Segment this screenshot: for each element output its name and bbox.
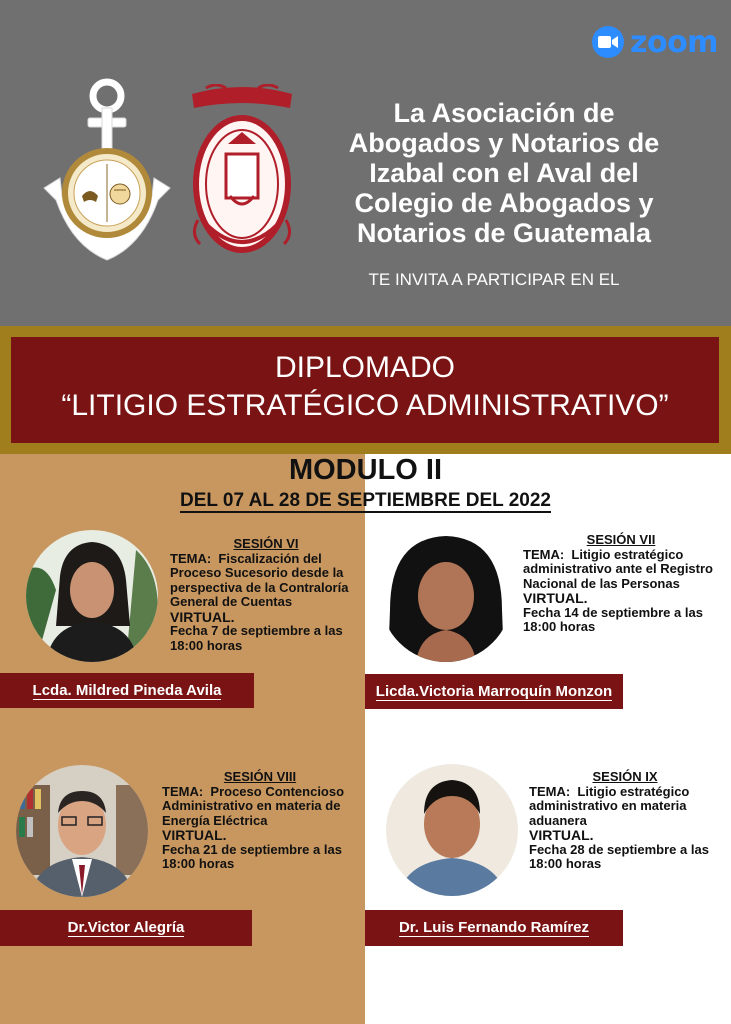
session-date: Fecha 7 de septiembre a las 18:00 horas: [170, 623, 343, 653]
title-line-2: Abogados y Notarios de: [348, 128, 660, 158]
speaker-name: Licda.Victoria Marroquín Monzon: [375, 682, 613, 700]
speaker-label-mildred: [0, 673, 254, 708]
session-mode: VIRTUAL.: [162, 827, 227, 843]
module-dates-text: DEL 07 AL 28 DE SEPTIEMBRE DEL 2022: [180, 490, 551, 511]
title-line-5: Notarios de Guatemala: [356, 218, 652, 248]
title-line-3: Izabal con el Aval del: [369, 158, 639, 188]
module-dates: [0, 490, 731, 512]
title-line-4: Colegio de Abogados y: [354, 188, 654, 218]
session-mode: VIRTUAL.: [170, 608, 235, 625]
zoom-logo: [592, 22, 718, 62]
session-date: Fecha 28 de septiembre a las 18:00 horas: [529, 841, 709, 871]
anchor-emblem-icon: [38, 78, 176, 271]
session-viii: [162, 770, 358, 872]
speaker-label-luis: [365, 910, 623, 946]
session-tema: [529, 785, 721, 829]
session-heading: SESIÓN IX: [592, 769, 658, 784]
session-mode: VIRTUAL.: [523, 590, 588, 606]
tema-text: Litigio estratégico administrativo ante el Registro Nacional de las Personas: [523, 546, 713, 591]
module-title: MODULO II: [288, 454, 443, 486]
tema-label: TEMA:: [170, 550, 212, 566]
invite-text: TE INVITA A PARTICIPAR EN EL: [368, 270, 620, 289]
video-camera-icon: [592, 26, 624, 58]
session-ix: [529, 770, 721, 872]
zoom-wordmark: zoom: [630, 24, 718, 60]
session-date: Fecha 14 de septiembre a las 18:00 horas: [523, 604, 703, 634]
session-vii: [523, 533, 719, 635]
tema-label: TEMA:: [529, 783, 571, 799]
speaker-photo-victor: [16, 765, 148, 897]
tema-text: Proceso Contencioso Administrativo en materia de Energía Eléctrica: [162, 783, 345, 828]
session-date: Fecha 21 de septiembre a las 18:00 horas: [162, 841, 342, 871]
session-heading: SESIÓN VI: [233, 536, 299, 551]
speaker-photo-luis: [386, 764, 518, 896]
session-tema: [523, 548, 719, 592]
tema-label: TEMA:: [162, 783, 204, 799]
speaker-name: Lcda. Mildred Pineda Avila: [32, 681, 222, 699]
organizer-title: [312, 98, 696, 248]
colegio-seal-icon: [186, 84, 298, 265]
tema-label: TEMA:: [523, 546, 565, 562]
session-tema: [170, 552, 362, 610]
speaker-name: Dr.Victor Alegría: [67, 919, 185, 936]
session-tema: [162, 785, 358, 829]
speaker-label-victor: [0, 910, 252, 946]
speaker-label-victoria: [365, 674, 623, 709]
speaker-photo-victoria: [380, 530, 512, 662]
banner-line-2: “LITIGIO ESTRATÉGICO ADMINISTRATIVO”: [61, 389, 669, 422]
session-mode: VIRTUAL.: [529, 827, 594, 843]
session-heading: SESIÓN VIII: [223, 769, 297, 784]
speaker-name: Dr. Luis Fernando Ramírez: [398, 919, 590, 936]
banner-line-1: DIPLOMADO: [274, 351, 456, 384]
tema-text: Fiscalización del Proceso Sucesorio desde la perspectiva de la Contraloría General de Cuentas: [170, 550, 349, 609]
session-heading: SESIÓN VII: [586, 532, 656, 547]
session-vi: [170, 537, 362, 653]
title-line-1: La Asociación de: [393, 98, 615, 128]
diplomado-banner: [11, 337, 719, 443]
speaker-photo-mildred: [26, 530, 158, 662]
tema-text: Litigio estratégico administrativo en materia aduanera: [529, 783, 690, 828]
